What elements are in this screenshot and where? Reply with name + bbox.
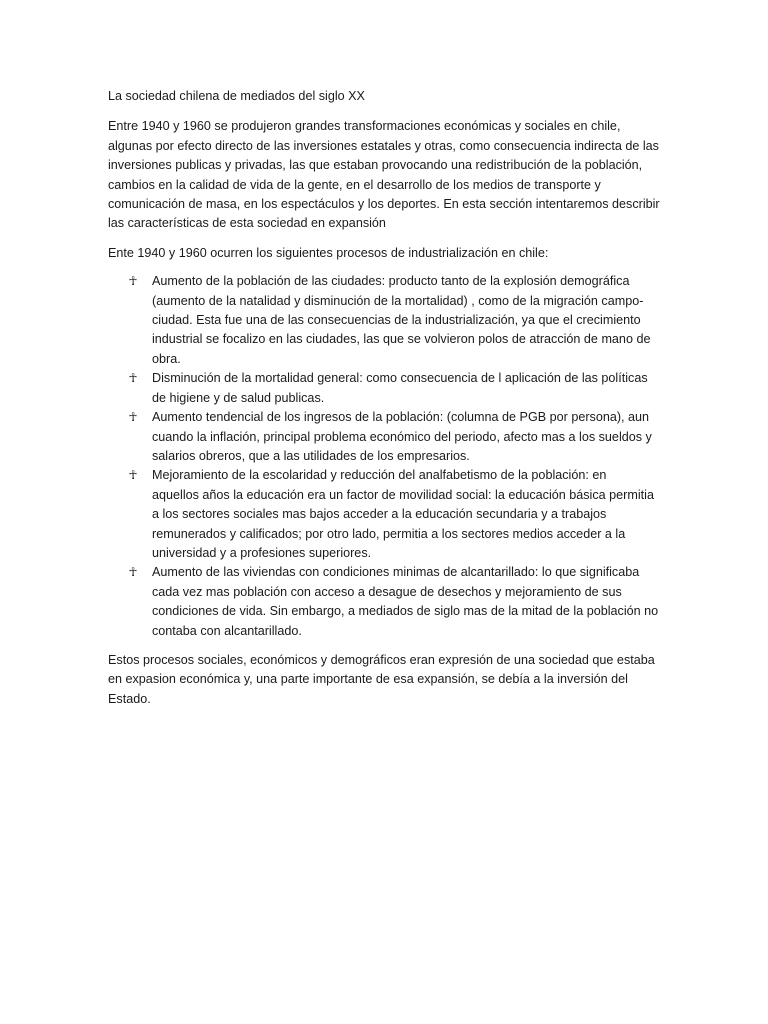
text-line: Entre 1940 y 1960 se produjeron grandes transformaciones económicas y sociales en chile, <box>108 119 621 134</box>
text-line: cuando la inflación, principal problema económico del periodo, afecto mas a los sueldos y <box>152 429 652 444</box>
text-line: cambios en la calidad de vida de la gente, en el desarrollo de los medios de transporte y <box>108 177 601 192</box>
text-line: Aumento de la población de las ciudades: producto tanto de la explosión demográfica <box>152 274 630 289</box>
text-line: universidad y a profesiones superiores. <box>152 545 372 560</box>
text-line: las características de esta sociedad en expansión <box>108 216 386 231</box>
bullet-list <box>108 272 668 641</box>
text-line: cada vez mas población con acceso a desague de desechos y mejoramiento de sus <box>152 584 622 599</box>
text-line: contaba con alcantarillado. <box>152 623 302 638</box>
ankh-bullet-icon: ☥ <box>128 410 138 425</box>
text-line: Aumento tendencial de los ingresos de la población: (columna de PGB por persona), aun <box>152 410 650 425</box>
paragraph-intro <box>108 117 668 233</box>
text-line: salarios obreros, que a las utilidades de los empresarios. <box>152 448 470 463</box>
text-line: ciudad. Esta fue una de las consecuencias de la industrialización, ya que el crecimiento <box>152 313 641 328</box>
text-line: Aumento de las viviendas con condiciones minimas de alcantarillado: lo que significaba <box>152 565 640 580</box>
paragraph-list-intro: Ente 1940 y 1960 ocurren los siguientes procesos de industrialización en chile: <box>108 245 549 260</box>
text-line: en expasion económica y, una parte importante de esa expansión, se debía a la inversión del <box>108 672 628 687</box>
ankh-bullet-icon: ☥ <box>128 565 138 580</box>
text-line: condiciones de vida. Sin embargo, a mediados de siglo mas de la mitad de la población no <box>152 604 659 619</box>
ankh-bullet-icon: ☥ <box>128 371 138 386</box>
text-line: remunerados y calificados; por otro lado, permitia a los sectores medios acceder a la <box>152 526 626 541</box>
text-line: obra. <box>152 351 181 366</box>
text-line: de higiene y de salud publicas. <box>152 390 325 405</box>
paragraph-conclusion <box>108 651 668 709</box>
text-line: aquellos años la educación era un factor de movilidad social: la educación básica permitia <box>152 487 654 502</box>
text-line: (aumento de la natalidad y disminución de la mortalidad) , como de la migración campo- <box>152 293 644 308</box>
text-line: inversiones publicas y privadas, las que estaban provocando una redistribución de la población, <box>108 158 643 173</box>
document-title: La sociedad chilena de mediados del siglo XX <box>108 89 365 103</box>
text-line: industrial se focalizo en las ciudades, las que se volvieron polos de atracción de mano de <box>152 332 651 347</box>
text-line: Disminución de la mortalidad general: como consecuencia de l aplicación de las políticas <box>152 371 648 386</box>
text-line: comunicación de masa, en los espectáculos y los deportes. En esta sección intentaremos describir <box>108 197 660 212</box>
list-item <box>108 466 668 563</box>
list-item <box>108 408 668 466</box>
text-line: Estos procesos sociales, económicos y demográficos eran expresión de una sociedad que estaba <box>108 652 655 667</box>
text-line: Estado. <box>108 691 151 706</box>
text-line: Mejoramiento de la escolaridad y reducción del analfabetismo de la población: en <box>152 468 607 483</box>
list-item <box>108 369 668 408</box>
ankh-bullet-icon: ☥ <box>128 274 138 289</box>
text-line: algunas por efecto directo de las inversiones estatales y otras, como consecuencia indirecta de las <box>108 138 659 153</box>
list-item <box>108 272 668 369</box>
ankh-bullet-icon: ☥ <box>128 468 138 483</box>
list-item <box>108 563 668 641</box>
text-line: a los sectores sociales mas bajos acceder a la educación secundaria y a trabajos <box>152 507 607 522</box>
